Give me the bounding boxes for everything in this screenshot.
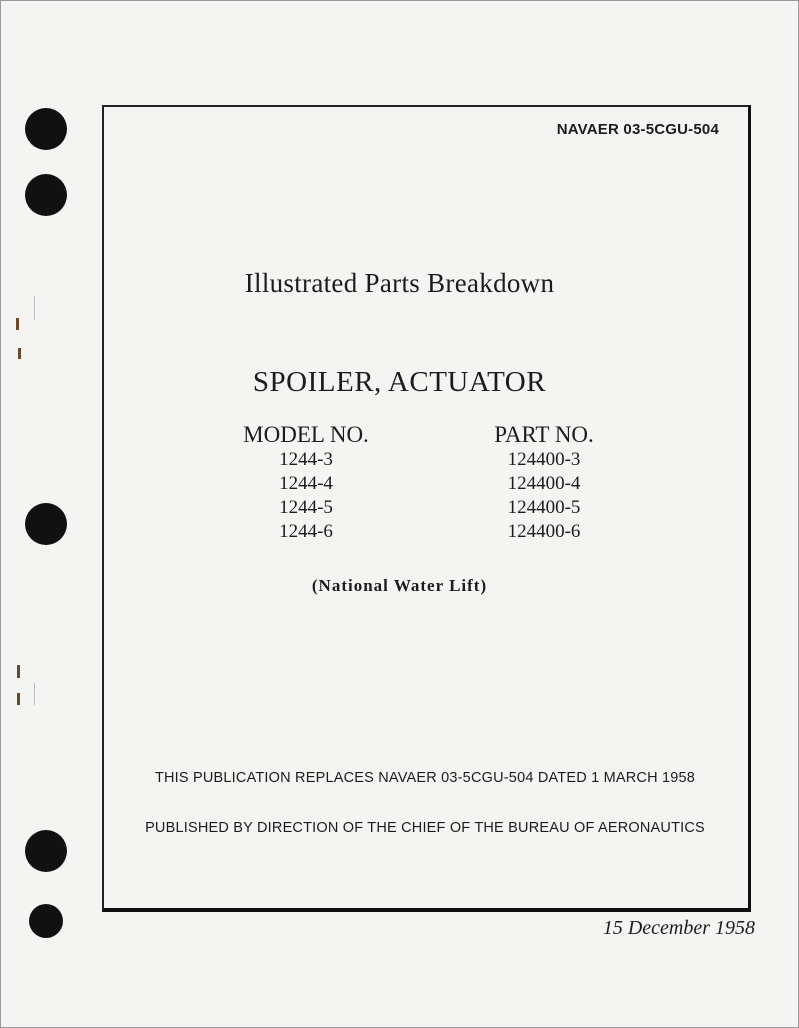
stray-mark	[17, 665, 20, 678]
document-subtitle: Illustrated Parts Breakdown	[244, 268, 555, 298]
model-number-column	[236, 422, 376, 544]
manufacturer: (National Water Lift)	[311, 576, 488, 595]
part-number: 124400-4	[507, 473, 581, 494]
stray-mark	[34, 296, 35, 320]
document-title: SPOILER, ACTUATOR	[252, 366, 547, 398]
publication-number: NAVAER 03-5CGU-504	[556, 121, 719, 138]
model-number: 1244-6	[279, 521, 333, 542]
part-number-header: PART NO.	[494, 422, 594, 447]
model-number: 1244-4	[279, 473, 333, 494]
punch-hole	[25, 830, 67, 872]
stray-mark	[17, 693, 20, 705]
punch-hole	[25, 174, 67, 216]
stray-mark	[34, 683, 35, 705]
stray-mark	[16, 318, 19, 330]
punch-hole	[29, 904, 63, 938]
publication-date: 15 December 1958	[602, 917, 755, 939]
authority-notice: PUBLISHED BY DIRECTION OF THE CHIEF OF THE BUREAU OF AERONAUTICS	[145, 820, 705, 836]
cover-frame	[102, 105, 751, 912]
model-number: 1244-5	[279, 497, 333, 518]
model-number-header: MODEL NO.	[243, 422, 369, 447]
part-number-column	[474, 422, 614, 544]
stray-mark	[18, 348, 21, 359]
punch-hole	[25, 108, 67, 150]
replacement-notice: THIS PUBLICATION REPLACES NAVAER 03-5CGU-504 DATED 1 MARCH 1958	[154, 770, 696, 786]
model-number: 1244-3	[279, 449, 333, 470]
part-number: 124400-6	[507, 521, 581, 542]
part-number: 124400-5	[507, 497, 581, 518]
part-number: 124400-3	[507, 449, 581, 470]
punch-hole	[25, 503, 67, 545]
